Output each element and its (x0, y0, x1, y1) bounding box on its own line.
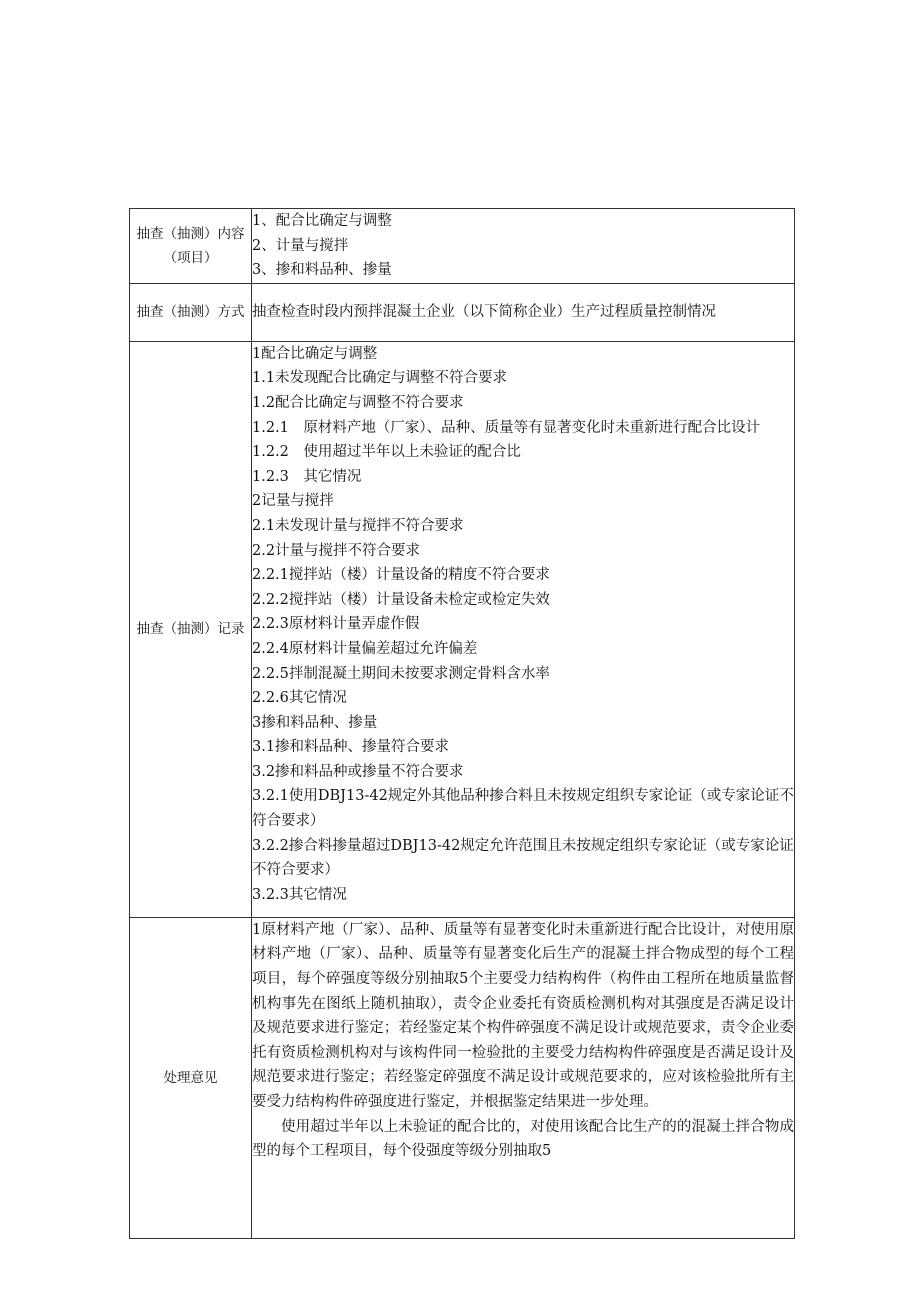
record-line: 2.2.5拌制混凝土期间未按要求测定骨料含水率 (252, 665, 550, 682)
record-line: 1配合比确定与调整 (252, 345, 378, 362)
record-line: 2.2.4原材料计量偏差超过允许偏差 (252, 640, 478, 657)
record-line: 3.2掺和料品种或掺量不符合要求 (252, 763, 464, 780)
method-label: 抽查（抽测）方式 (130, 283, 252, 341)
record-line: 2.2.3原材料计量弄虚作假 (252, 616, 420, 633)
inspection-record-table (129, 208, 795, 1239)
row-handling-opinion (130, 917, 795, 1238)
record-line: 1.2.1 原材料产地（厂家）、品种、质量等有显著变化时未重新进行配合比设计 (252, 419, 761, 436)
opinion-label: 处理意见 (130, 917, 252, 1238)
record-line: 1.1未发现配合比确定与调整不符合要求 (252, 370, 508, 387)
record-line: 2.2计量与搅拌不符合要求 (252, 542, 421, 559)
record-line: 3.2.3其它情况 (252, 886, 347, 903)
opinion-text (252, 918, 794, 1238)
inspection-item: 2、计量与搅拌 (252, 237, 349, 254)
row-inspection-method (130, 283, 795, 341)
record-line: 3掺和料品种、掺量 (252, 714, 378, 731)
opinion-content (252, 917, 795, 1238)
record-line: 2.2.2搅拌站（楼）计量设备未检定或检定失效 (252, 591, 550, 608)
row-inspection-items (130, 209, 795, 284)
record-line: 3.1掺和料品种、掺量符合要求 (252, 739, 450, 756)
opinion-paragraph: 使用超过半年以上未验证的配合比的，对使用该配合比生产的的混凝土拌合物成型的每个工程项目，每个役强度等级分别抽取5 (252, 1118, 794, 1160)
items-label: 抽查（抽测）内容（项目） (130, 209, 252, 284)
record-line: 3.2.2掺合料掺量超过DBJ13-42规定允许范围且未按规定组织专家论证（或专家论证不符合要求） (252, 837, 794, 879)
record-line: 2.2.1搅拌站（楼）计量设备的精度不符合要求 (252, 567, 550, 584)
record-line: 3.2.1使用DBJ13-42规定外其他品种掺合料且未按规定组织专家论证（或专家论证不符合要求） (252, 788, 794, 830)
record-line: 1.2.2 使用超过半年以上未验证的配合比 (252, 444, 521, 461)
record-content (252, 341, 795, 917)
record-line: 1.2配合比确定与调整不符合要求 (252, 394, 464, 411)
inspection-item: 3、掺和料品种、掺量 (252, 262, 392, 279)
record-line: 2记量与搅拌 (252, 493, 334, 510)
items-content (252, 209, 795, 284)
opinion-paragraph: 1原材料产地（厂家）、品种、质量等有显著变化时未重新进行配合比设计，对使用原材料产地（厂家）、品种、质量等有显著变化后生产的混凝土拌合物成型的每个工程项目，每个碎强度等级分别抽取5个主要受力结构构件（构件由工程所在地质量监督机构事先在图纸上随机抽取），责令企业委托有资质检测机构对其强度是否满足设计及规范要求进行鉴定；若经鉴定某个构件碎强度不满足设计或规范要求，责令企业委托有资质检测机构对与该构件同一检验批的主要受力结构构件碎强度是否满足设计及规范要求进行鉴定；若经鉴定碎强度不满足设计或规范要求的，应对该检验批所有主要受力结构构件碎强度进行鉴定，并根据鉴定结果进一步处理。 (252, 921, 794, 1110)
record-lines (252, 342, 794, 917)
record-label: 抽查（抽测）记录 (130, 341, 252, 917)
inspection-item: 1、配合比确定与调整 (252, 213, 392, 229)
record-line: 2.2.6其它情况 (252, 690, 347, 707)
method-text: 抽查检查时段内预拌混凝土企业（以下简称企业）生产过程质量控制情况 (252, 283, 795, 341)
record-line: 1.2.3 其它情况 (252, 468, 362, 485)
record-line: 2.1未发现计量与搅拌不符合要求 (252, 517, 464, 534)
row-inspection-record (130, 341, 795, 917)
